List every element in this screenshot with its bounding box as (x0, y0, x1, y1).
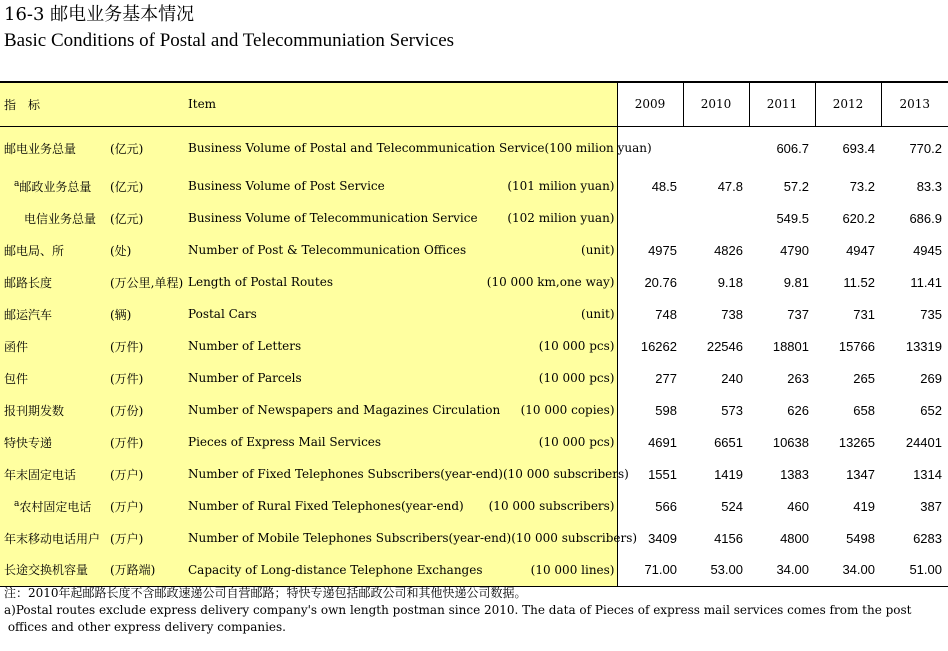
row-unit-en: (unit) (581, 243, 615, 257)
row-value: 748 (617, 298, 683, 330)
row-label-zh-text: 年末固定电话 (4, 467, 77, 482)
row-label-en: Capacity of Long-distance Telephone Exchanges (188, 562, 483, 577)
page-title-zh: 16-3 邮电业务基本情况 (4, 4, 195, 25)
row-label-zh (0, 266, 108, 298)
row-value: 4826 (683, 234, 749, 266)
row-value: 524 (683, 490, 749, 522)
row-value: 269 (881, 362, 948, 394)
row-label-en: Number of Fixed Telephones Subscribers(year-end) (188, 467, 503, 481)
row-label-zh (0, 298, 108, 330)
row-label-zh (0, 554, 108, 586)
row-value: 9.81 (749, 266, 815, 298)
row-value: 1551 (617, 458, 683, 490)
row-label-zh (0, 426, 108, 458)
footnote-en-2: offices and other express delivery companies. (4, 620, 286, 634)
header-year: 2009 (617, 82, 683, 126)
table-row (0, 202, 948, 234)
header-year: 2011 (749, 82, 815, 126)
row-item (186, 298, 617, 330)
row-label-zh (0, 330, 108, 362)
row-value: 598 (617, 394, 683, 426)
row-value: 15766 (815, 330, 881, 362)
row-item (186, 394, 617, 426)
row-item (186, 126, 652, 170)
row-unit-en: (10 000 subscribers) (502, 467, 629, 481)
row-unit-zh: (万户) (108, 522, 186, 554)
row-unit-en: (10 000 pcs) (538, 435, 615, 449)
table-row (0, 522, 948, 554)
row-label-zh (0, 522, 108, 554)
row-value: 24401 (881, 426, 948, 458)
row-label-zh-text: 报刊期发数 (4, 403, 65, 418)
row-value: 626 (749, 394, 815, 426)
row-unit-zh: (万件) (108, 362, 186, 394)
row-label-en: Business Volume of Postal and Telecommunication Service (188, 141, 545, 156)
row-item (186, 362, 617, 394)
row-label-zh-text: 邮路长度 (4, 275, 53, 290)
row-item (186, 490, 617, 522)
row-value: 16262 (617, 330, 683, 362)
row-value: 737 (749, 298, 815, 330)
row-label-zh-text: 农村固定电话 (19, 499, 92, 514)
row-unit-en: (100 milion yuan) (544, 141, 652, 156)
row-value: 6651 (683, 426, 749, 458)
row-label-zh-text: 电信业务总量 (24, 211, 97, 226)
row-label-zh-text: 年末移动电话用户 (4, 531, 101, 546)
table-row (0, 330, 948, 362)
row-label-zh (0, 234, 108, 266)
row-value: 4790 (749, 234, 815, 266)
row-value: 53.00 (683, 554, 749, 586)
row-item (186, 522, 638, 554)
row-value: 265 (815, 362, 881, 394)
note-marker: a (14, 498, 20, 509)
header-unit-blank (108, 82, 186, 126)
footnotes (4, 585, 912, 636)
row-unit-en: (10 000 lines) (530, 562, 615, 577)
note-marker: a (14, 178, 20, 189)
row-value: 13265 (815, 426, 881, 458)
header-item: Item (186, 82, 617, 126)
row-value: 10638 (749, 426, 815, 458)
row-value: 731 (815, 298, 881, 330)
row-label-zh (0, 490, 108, 522)
row-value: 51.00 (881, 554, 948, 586)
row-unit-zh: (亿元) (108, 170, 186, 202)
row-value: 277 (617, 362, 683, 394)
row-item (186, 234, 617, 266)
row-unit-en: (10 000 copies) (520, 403, 615, 417)
row-label-en: Business Volume of Telecommunication Service (188, 211, 478, 225)
row-value: 1383 (749, 458, 815, 490)
row-value: 5498 (815, 522, 881, 554)
row-label-zh-text: 邮运汽车 (4, 307, 53, 322)
row-unit-zh: (处) (108, 234, 186, 266)
row-label-zh-text: 包件 (4, 371, 29, 386)
row-unit-en: (101 milion yuan) (507, 179, 615, 193)
row-value: 11.41 (881, 266, 948, 298)
row-label-en: Number of Parcels (188, 371, 302, 385)
header-year: 2012 (815, 82, 881, 126)
table-row (0, 126, 948, 170)
row-unit-zh: (辆) (108, 298, 186, 330)
row-item (186, 330, 617, 362)
row-value: 47.8 (683, 170, 749, 202)
row-value: 34.00 (749, 554, 815, 586)
row-unit-zh: (万公里,单程) (108, 266, 186, 298)
row-unit-zh: (万路端) (108, 554, 186, 586)
row-unit-en: (10 000 subscribers) (511, 531, 638, 545)
row-value: 573 (683, 394, 749, 426)
table-row (0, 362, 948, 394)
row-value: 738 (683, 298, 749, 330)
row-value: 240 (683, 362, 749, 394)
row-unit-en: (10 000 pcs) (538, 339, 615, 353)
row-value: 419 (815, 490, 881, 522)
row-unit-en: (102 milion yuan) (507, 211, 615, 225)
row-unit-en: (10 000 pcs) (538, 371, 615, 385)
row-item (186, 426, 617, 458)
row-label-zh (0, 202, 108, 234)
row-value: 11.52 (815, 266, 881, 298)
row-label-zh-text: 邮政业务总量 (19, 179, 92, 194)
row-value: 1347 (815, 458, 881, 490)
row-value: 1314 (881, 458, 948, 490)
row-value: 549.5 (749, 202, 815, 234)
row-value (683, 126, 749, 170)
row-item (186, 554, 617, 586)
row-label-en: Number of Newspapers and Magazines Circulation (188, 403, 501, 417)
header-indicator: 指 标 (0, 82, 108, 126)
table-row (0, 234, 948, 266)
row-label-en: Length of Postal Routes (188, 275, 333, 289)
row-label-en: Number of Mobile Telephones Subscribers(year-end) (188, 531, 512, 545)
row-label-zh (0, 362, 108, 394)
row-unit-zh: (万户) (108, 490, 186, 522)
row-value: 735 (881, 298, 948, 330)
row-value: 4975 (617, 234, 683, 266)
row-label-zh-text: 邮电业务总量 (4, 141, 77, 156)
table-row (0, 490, 948, 522)
row-value: 4945 (881, 234, 948, 266)
row-label-zh-text: 特快专递 (4, 435, 53, 450)
row-unit-zh: (万户) (108, 458, 186, 490)
row-value: 57.2 (749, 170, 815, 202)
row-unit-en: (unit) (581, 307, 615, 321)
row-item (186, 170, 617, 202)
row-value: 770.2 (881, 126, 948, 170)
row-unit-zh: (万份) (108, 394, 186, 426)
row-value: 13319 (881, 330, 948, 362)
row-value: 620.2 (815, 202, 881, 234)
row-value (617, 202, 683, 234)
row-value: 18801 (749, 330, 815, 362)
footnote-zh: 注：2010年起邮路长度不含邮政速递公司自营邮路；特快专递包括邮政公司和其他快递公司数据。 (4, 586, 527, 600)
row-value: 693.4 (815, 126, 881, 170)
header-year: 2010 (683, 82, 749, 126)
row-unit-en: (10 000 subscribers) (488, 499, 615, 513)
row-value: 83.3 (881, 170, 948, 202)
row-item (186, 458, 629, 490)
row-label-zh (0, 394, 108, 426)
table-row (0, 298, 948, 330)
row-label-zh-text: 邮电局、所 (4, 243, 65, 258)
header-row (0, 82, 948, 126)
row-item (186, 202, 617, 234)
row-label-en: Number of Rural Fixed Telephones(year-end) (188, 499, 464, 513)
table-row (0, 426, 948, 458)
row-unit-zh: (亿元) (108, 202, 186, 234)
row-label-zh-text: 长途交换机容量 (4, 563, 89, 578)
row-unit-zh: (万件) (108, 426, 186, 458)
row-value: 263 (749, 362, 815, 394)
row-value: 73.2 (815, 170, 881, 202)
row-value (683, 202, 749, 234)
row-value: 686.9 (881, 202, 948, 234)
row-value: 20.76 (617, 266, 683, 298)
row-value: 606.7 (749, 126, 815, 170)
table-row (0, 554, 948, 586)
row-label-en: Postal Cars (188, 307, 257, 321)
row-value: 48.5 (617, 170, 683, 202)
row-label-zh (0, 126, 108, 170)
table-row (0, 266, 948, 298)
row-value: 71.00 (617, 554, 683, 586)
footnote-en-1: a)Postal routes exclude express delivery company's own length postman since 2010. The data of Pieces of express mail services comes from the post (4, 603, 912, 617)
row-label-en: Number of Letters (188, 339, 302, 353)
row-value: 6283 (881, 522, 948, 554)
row-value: 4947 (815, 234, 881, 266)
row-value: 22546 (683, 330, 749, 362)
header-year: 2013 (881, 82, 948, 126)
data-table (0, 81, 948, 587)
row-value: 566 (617, 490, 683, 522)
row-value: 4691 (617, 426, 683, 458)
row-value: 34.00 (815, 554, 881, 586)
row-unit-zh: (万件) (108, 330, 186, 362)
row-value: 658 (815, 394, 881, 426)
row-value: 9.18 (683, 266, 749, 298)
row-value: 652 (881, 394, 948, 426)
row-unit-zh: (亿元) (108, 126, 186, 170)
row-value: 4800 (749, 522, 815, 554)
row-label-zh-text: 函件 (4, 339, 29, 354)
row-label-en: Business Volume of Post Service (188, 179, 385, 193)
row-item (186, 266, 617, 298)
table-row (0, 458, 948, 490)
row-value: 4156 (683, 522, 749, 554)
row-label-zh (0, 458, 108, 490)
table-row (0, 394, 948, 426)
row-value: 387 (881, 490, 948, 522)
row-label-zh (0, 170, 108, 202)
row-value: 3409 (617, 522, 683, 554)
row-label-en: Pieces of Express Mail Services (188, 435, 382, 449)
row-label-en: Number of Post & Telecommunication Offices (188, 243, 467, 257)
page-title-en: Basic Conditions of Postal and Telecommuniation Services (4, 30, 455, 51)
table-row (0, 170, 948, 202)
row-unit-en: (10 000 km,one way) (486, 275, 615, 289)
row-value: 460 (749, 490, 815, 522)
row-value: 1419 (683, 458, 749, 490)
